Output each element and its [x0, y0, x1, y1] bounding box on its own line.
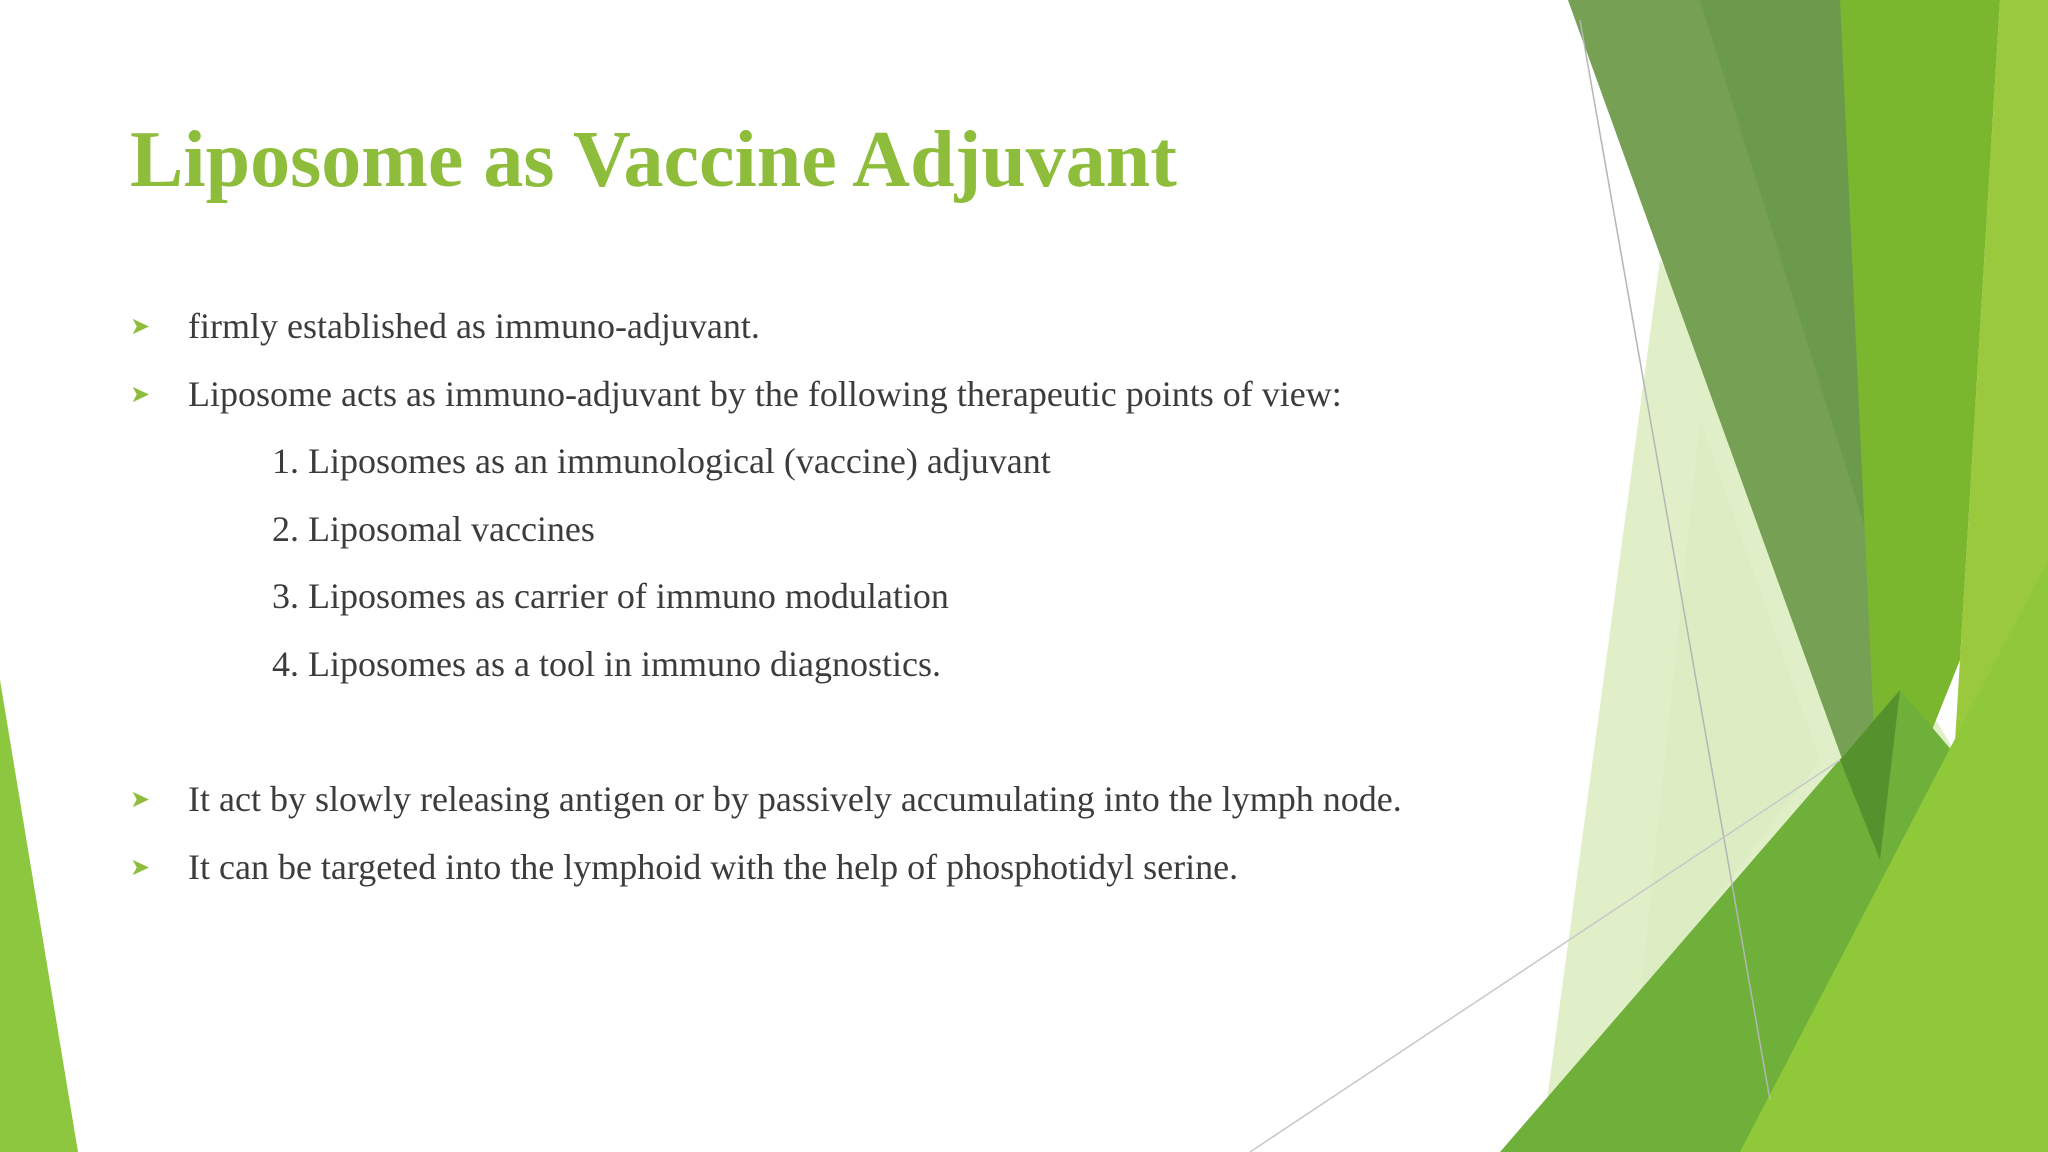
arrowhead-bullet-icon: ➤ — [130, 380, 151, 408]
numbered-item: 2. Liposomal vaccines — [272, 509, 595, 549]
bullet-text: It can be targeted into the lymphoid with the help of phosphotidyl serine. — [188, 847, 1239, 887]
bullet-text: firmly established as immuno-adjuvant. — [188, 306, 760, 346]
left-green-sliver — [0, 680, 78, 1152]
bullet-text: Liposome acts as immuno-adjuvant by the following therapeutic points of view: — [188, 374, 1342, 414]
slide-title: Liposome as Vaccine Adjuvant — [130, 116, 1177, 204]
arrowhead-bullet-icon: ➤ — [130, 853, 151, 881]
arrowhead-bullet-icon: ➤ — [130, 312, 151, 340]
arrowhead-bullet-icon: ➤ — [130, 785, 151, 813]
bullet-item — [130, 839, 1238, 895]
numbered-item: 1. Liposomes as an immunological (vaccine) adjuvant — [272, 441, 1051, 481]
numbered-item: 3. Liposomes as carrier of immuno modulation — [272, 576, 949, 616]
bullet-item — [130, 771, 1402, 827]
numbered-item: 4. Liposomes as a tool in immuno diagnostics. — [272, 644, 941, 684]
bullet-text: It act by slowly releasing antigen or by passively accumulating into the lymph node. — [188, 779, 1402, 819]
bullet-item — [130, 366, 1342, 422]
bullet-item — [130, 298, 760, 354]
